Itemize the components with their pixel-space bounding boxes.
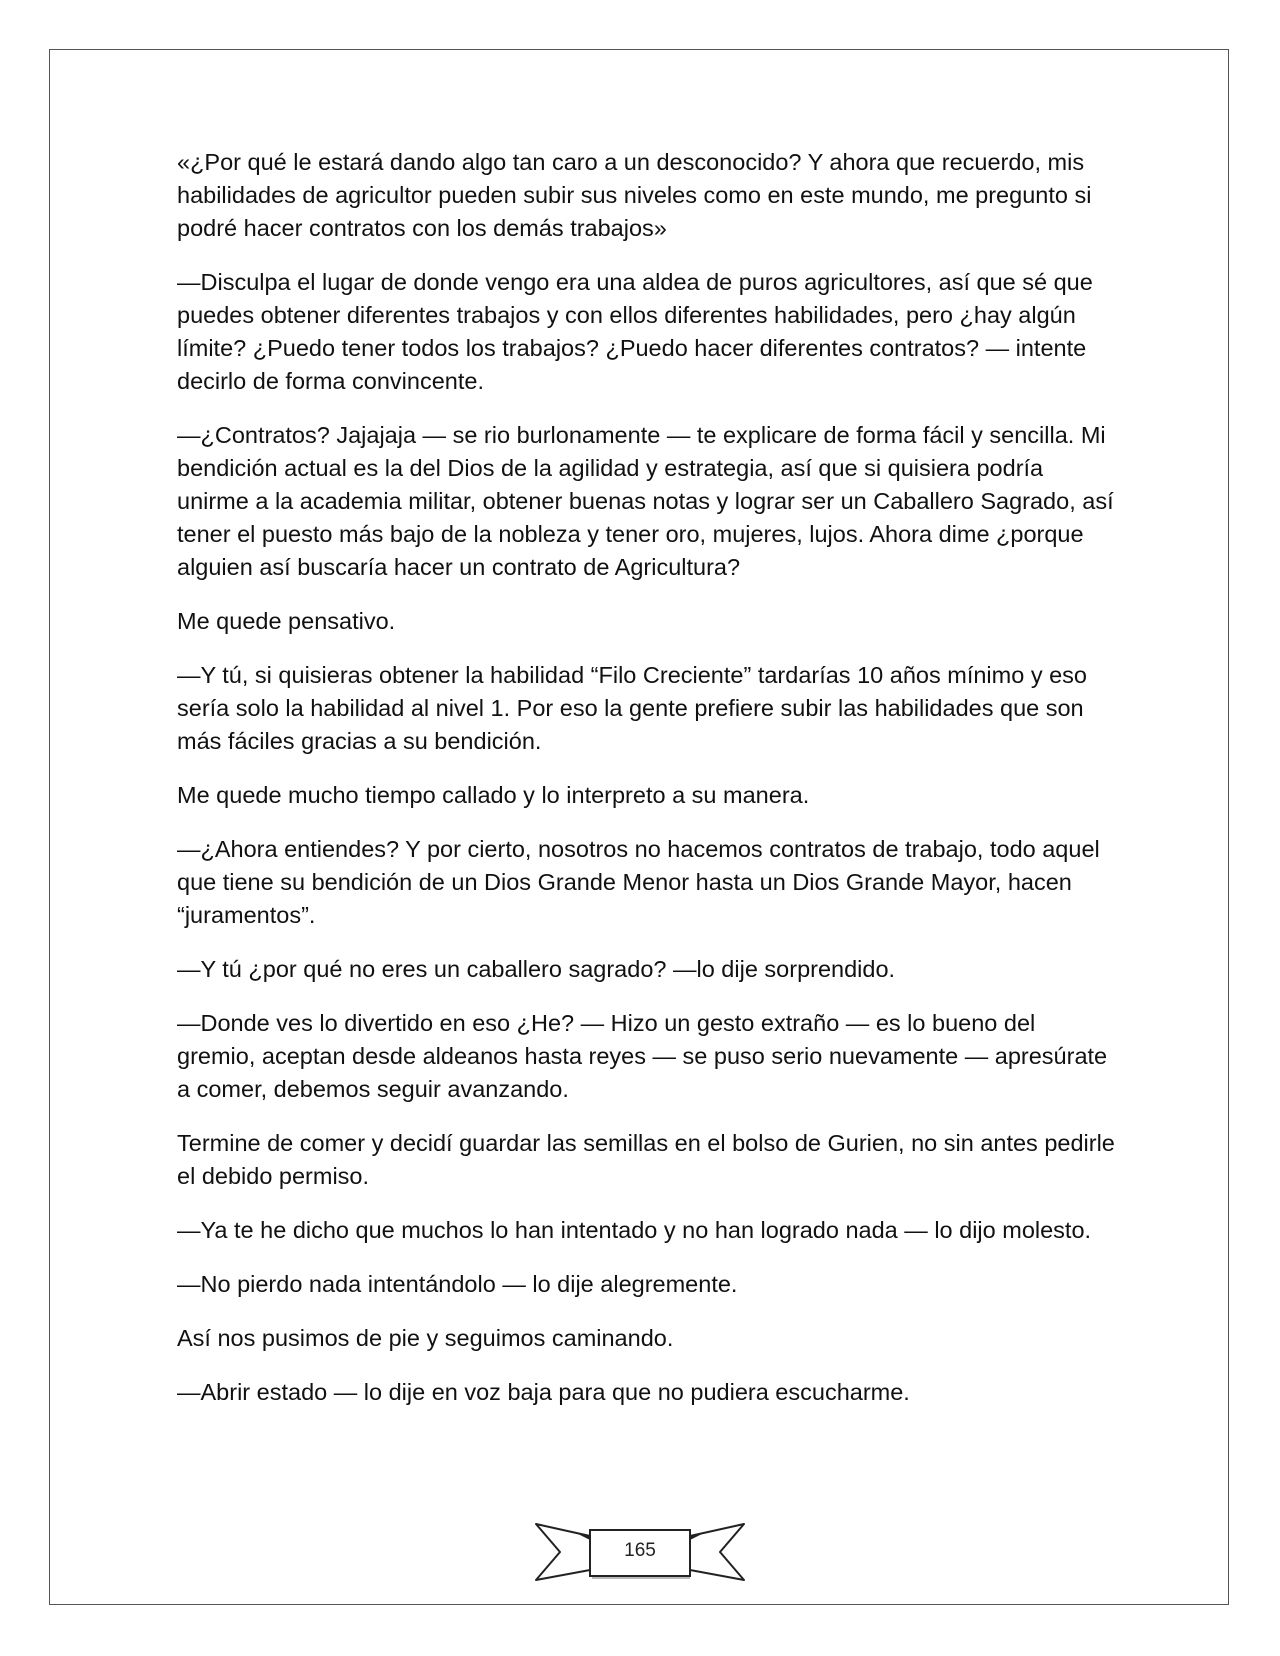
paragraph: Termine de comer y decidí guardar las semillas en el bolso de Gurien, no sin antes pedirle el debido permiso. bbox=[177, 1130, 1115, 1189]
paragraph: —Disculpa el lugar de donde vengo era una aldea de puros agricultores, así que sé que puedes obtener diferentes trabajos y con ellos diferentes habilidades, pero ¿hay algún límite? ¿Puedo tener todos los trabajos? ¿Puedo hacer diferentes contratos? — intente decirlo de forma convincente. bbox=[177, 269, 1093, 394]
page-number-banner bbox=[532, 1518, 748, 1588]
paragraph: —Y tú, si quisieras obtener la habilidad “Filo Creciente” tardarías 10 años mínimo y eso sería solo la habilidad al nivel 1. Por eso la gente prefiere subir las habilidades que son más fáciles gracias a su bendición. bbox=[177, 662, 1087, 754]
page-number: 165 bbox=[624, 1540, 656, 1561]
paragraph: —Donde ves lo divertido en eso ¿He? — Hizo un gesto extraño — es lo bueno del gremio, aceptan desde aldeanos hasta reyes — se puso serio nuevamente — apresúrate a comer, debemos seguir avanzando. bbox=[177, 1010, 1108, 1102]
paragraph: —Y tú ¿por qué no eres un caballero sagrado? —lo dije sorprendido. bbox=[177, 956, 896, 982]
paragraph: Me quede mucho tiempo callado y lo interpreto a su manera. bbox=[177, 782, 810, 808]
paragraph: —Ya te he dicho que muchos lo han intentado y no han logrado nada — lo dijo molesto. bbox=[177, 1217, 1092, 1243]
paragraph: —¿Contratos? Jajajaja — se rio burlonamente — te explicare de forma fácil y sencilla. Mi bendición actual es la del Dios de la agilidad y estrategia, así que si quisiera podría unirme a la academia militar, obtener buenas notas y lograr ser un Caballero Sagrado, así tener el puesto más bajo de la nobleza y tener oro, mujeres, lujos. Ahora dime ¿porque alguien así buscaría hacer un contrato de Agricultura? bbox=[177, 422, 1114, 580]
paragraph: —No pierdo nada intentándolo — lo dije alegremente. bbox=[177, 1271, 738, 1297]
paragraph: —¿Ahora entiendes? Y por cierto, nosotros no hacemos contratos de trabajo, todo aquel que tiene su bendición de un Dios Grande Menor hasta un Dios Grande Mayor, hacen “juramentos”. bbox=[177, 836, 1100, 928]
paragraph: «¿Por qué le estará dando algo tan caro a un desconocido? Y ahora que recuerdo, mis habilidades de agricultor pueden subir sus niveles como en este mundo, me pregunto si podré hacer contratos con los demás trabajos» bbox=[177, 149, 1092, 241]
paragraph: Así nos pusimos de pie y seguimos caminando. bbox=[177, 1325, 674, 1351]
paragraph: Me quede pensativo. bbox=[177, 608, 396, 634]
body-text bbox=[177, 146, 1117, 1430]
paragraph: —Abrir estado — lo dije en voz baja para que no pudiera escucharme. bbox=[177, 1379, 910, 1405]
